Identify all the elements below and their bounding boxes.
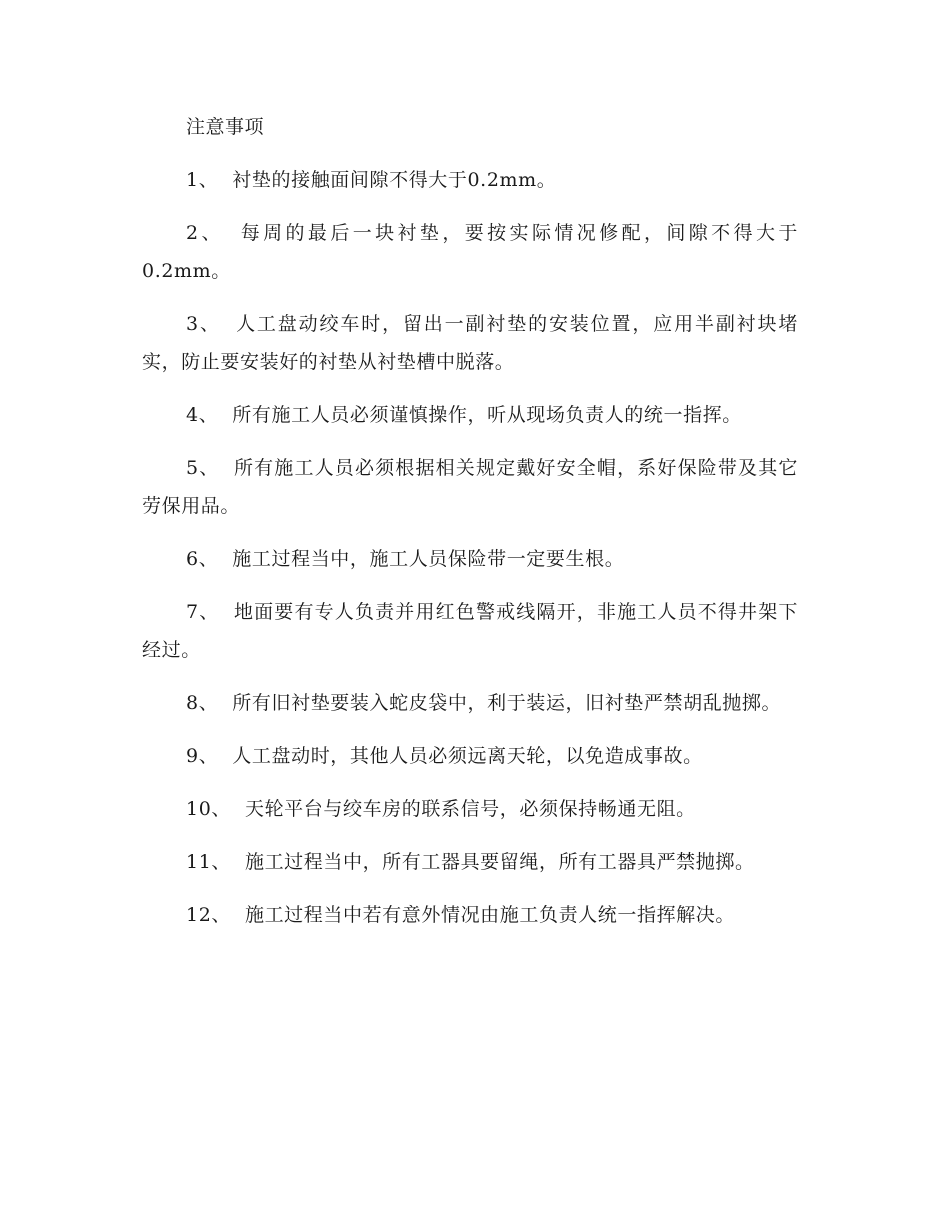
item-number: 1、: [186, 169, 219, 191]
item-number: 9、: [186, 745, 219, 767]
item-number: 8、: [186, 692, 219, 714]
item-text: 人工盘动时，其他人员必须远离天轮，以免造成事故。: [232, 745, 703, 767]
list-item: [142, 161, 798, 199]
list-item: [142, 214, 798, 290]
list-item: [142, 790, 798, 828]
item-number: 12、: [186, 904, 231, 926]
item-text: 人工盘动绞车时，留出一副衬垫的安装位置，应用半副衬块堵实，防止要安装好的衬垫从衬垫槽中脱落。: [142, 313, 798, 373]
item-number: 11、: [186, 851, 231, 873]
item-text: 施工过程当中，施工人员保险带一定要生根。: [232, 548, 625, 570]
section-heading: 注意事项: [186, 116, 265, 138]
item-number: 3、: [186, 313, 221, 335]
item-text: 每周的最后一块衬垫，要按实际情况修配，间隙不得大于0.2mm。: [142, 222, 798, 282]
list-item: [142, 896, 798, 934]
document-body: [142, 108, 798, 949]
item-text: 施工过程当中若有意外情况由施工负责人统一指挥解决。: [244, 904, 735, 926]
item-text: 衬垫的接触面间隙不得大于0.2mm。: [232, 169, 557, 191]
item-text: 所有施工人员必须根据相关规定戴好安全帽，系好保险带及其它劳保用品。: [142, 457, 798, 517]
item-text: 所有旧衬垫要装入蛇皮袋中，利于装运，旧衬垫严禁胡乱抛掷。: [232, 692, 782, 714]
item-text: 天轮平台与绞车房的联系信号，必须保持畅通无阻。: [244, 798, 696, 820]
item-text: 地面要有专人负责并用红色警戒线隔开，非施工人员不得井架下经过。: [142, 601, 798, 661]
list-item: [142, 843, 798, 881]
item-text: 所有施工人员必须谨慎操作，听从现场负责人的统一指挥。: [232, 404, 742, 426]
item-number: 6、: [186, 548, 219, 570]
list-item: [142, 593, 798, 669]
list-item: [142, 684, 798, 722]
list-item: [142, 737, 798, 775]
list-item: [142, 305, 798, 381]
list-item: [142, 396, 798, 434]
list-item: [142, 540, 798, 578]
item-number: 10、: [186, 798, 231, 820]
item-number: 2、: [186, 222, 224, 244]
item-number: 4、: [186, 404, 219, 426]
item-number: 7、: [186, 601, 220, 623]
list-item: [142, 449, 798, 525]
item-text: 施工过程当中，所有工器具要留绳，所有工器具严禁抛掷。: [244, 851, 755, 873]
item-number: 5、: [186, 457, 220, 479]
